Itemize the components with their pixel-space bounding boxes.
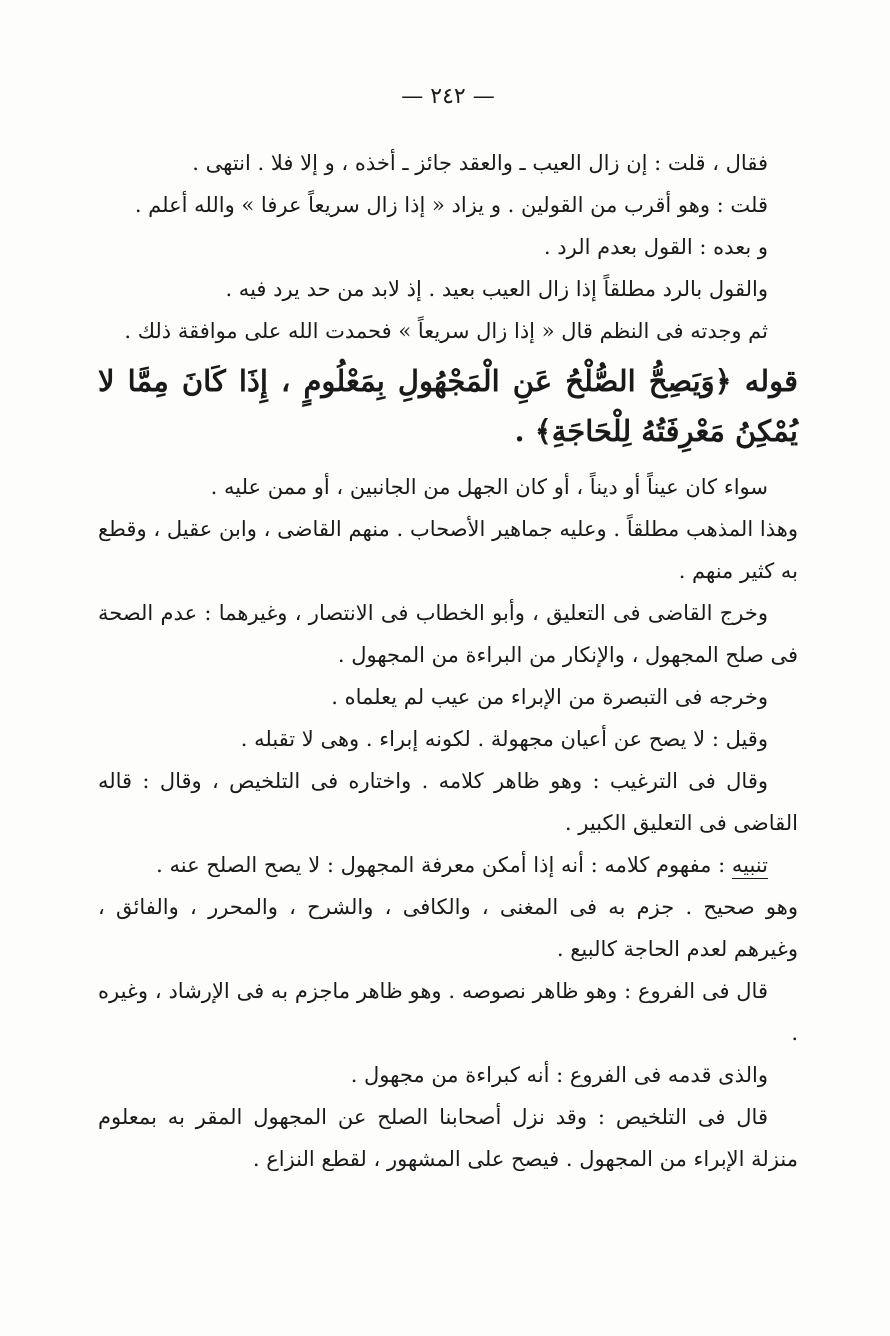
quoted-text-heading (98, 356, 798, 456)
tanbih-label: تنبيه (731, 853, 768, 877)
paragraph: فقال ، قلت : إن زال العيب ـ والعقد جائز ـ أخذه ، و إلا فلا . انتهى . (192, 151, 768, 175)
paragraph: وقيل : لا يصح عن أعيان مجهولة . لكونه إبراء . وهى لا تقبله . (240, 727, 768, 751)
paragraph: وخرج القاضى فى التعليق ، وأبو الخطاب فى الانتصار ، وغيرهما : عدم الصحة فى صلح المجهول ، والإنكار من البراءة من المجهول . (98, 601, 798, 667)
verse-text: ﴿وَيَصِحُّ الصُّلْحُ عَنِ الْمَجْهُولِ بِمَعْلُومٍ ، إِذَا كَانَ مِمَّا لا يُمْكِنُ مَعْرِفَتُهُ لِلْحَاجَةِ﴾ . (98, 364, 798, 448)
paragraph: قلت : وهو أقرب من القولين . و يزاد « إذا زال سريعاً عرفا » والله أعلم . (134, 193, 768, 217)
paragraph: والقول بالرد مطلقاً إذا زال العيب بعيد . إذ لابد من حد يرد فيه . (225, 277, 768, 301)
paragraph: وهو صحيح . جزم به فى المغنى ، والكافى ، والشرح ، والمحرر ، والفائق ، وغيرهم لعدم الحاجة كالبيع . (98, 895, 798, 961)
paragraph: وخرجه فى التبصرة من الإبراء من عيب لم يعلماه . (331, 685, 768, 709)
paragraph: والذى قدمه فى الفروع : أنه كبراءة من مجهول . (350, 1063, 768, 1087)
page-number: — ٢٤٢ — (401, 84, 495, 109)
paragraph: وهذا المذهب مطلقاً . وعليه جماهير الأصحاب . منهم القاضى ، وابن عقيل ، وقطع به كثير منهم . (98, 517, 798, 583)
verse-keyword: قوله (744, 364, 798, 398)
paragraph: قال فى الفروع : وهو ظاهر نصوصه . وهو ظاهر ماجزم به فى الإرشاد ، وغيره . (98, 979, 798, 1045)
paragraph: و بعده : القول بعدم الرد . (543, 235, 768, 259)
tanbih-paragraph (98, 844, 798, 886)
tanbih-text: : مفهوم كلامه : أنه إذا أمكن معرفة المجهول : لا يصح الصلح عنه . (156, 853, 726, 877)
paragraph: ثم وجدته فى النظم قال « إذا زال سريعاً » فحمدت الله على موافقة ذلك . (124, 319, 768, 343)
paragraph: وقال فى الترغيب : وهو ظاهر كلامه . واختاره فى التلخيص ، وقال : قاله القاضى فى التعليق الكبير . (98, 769, 798, 835)
paragraph: قال فى التلخيص : وقد نزل أصحابنا الصلح عن المجهول المقر به بمعلوم منزلة الإبراء من المجهول . فيصح على المشهور ، لقطع النزاع . (98, 1105, 798, 1171)
paragraph: سواء كان عيناً أو ديناً ، أو كان الجهل من الجانبين ، أو ممن عليه . (210, 475, 768, 499)
